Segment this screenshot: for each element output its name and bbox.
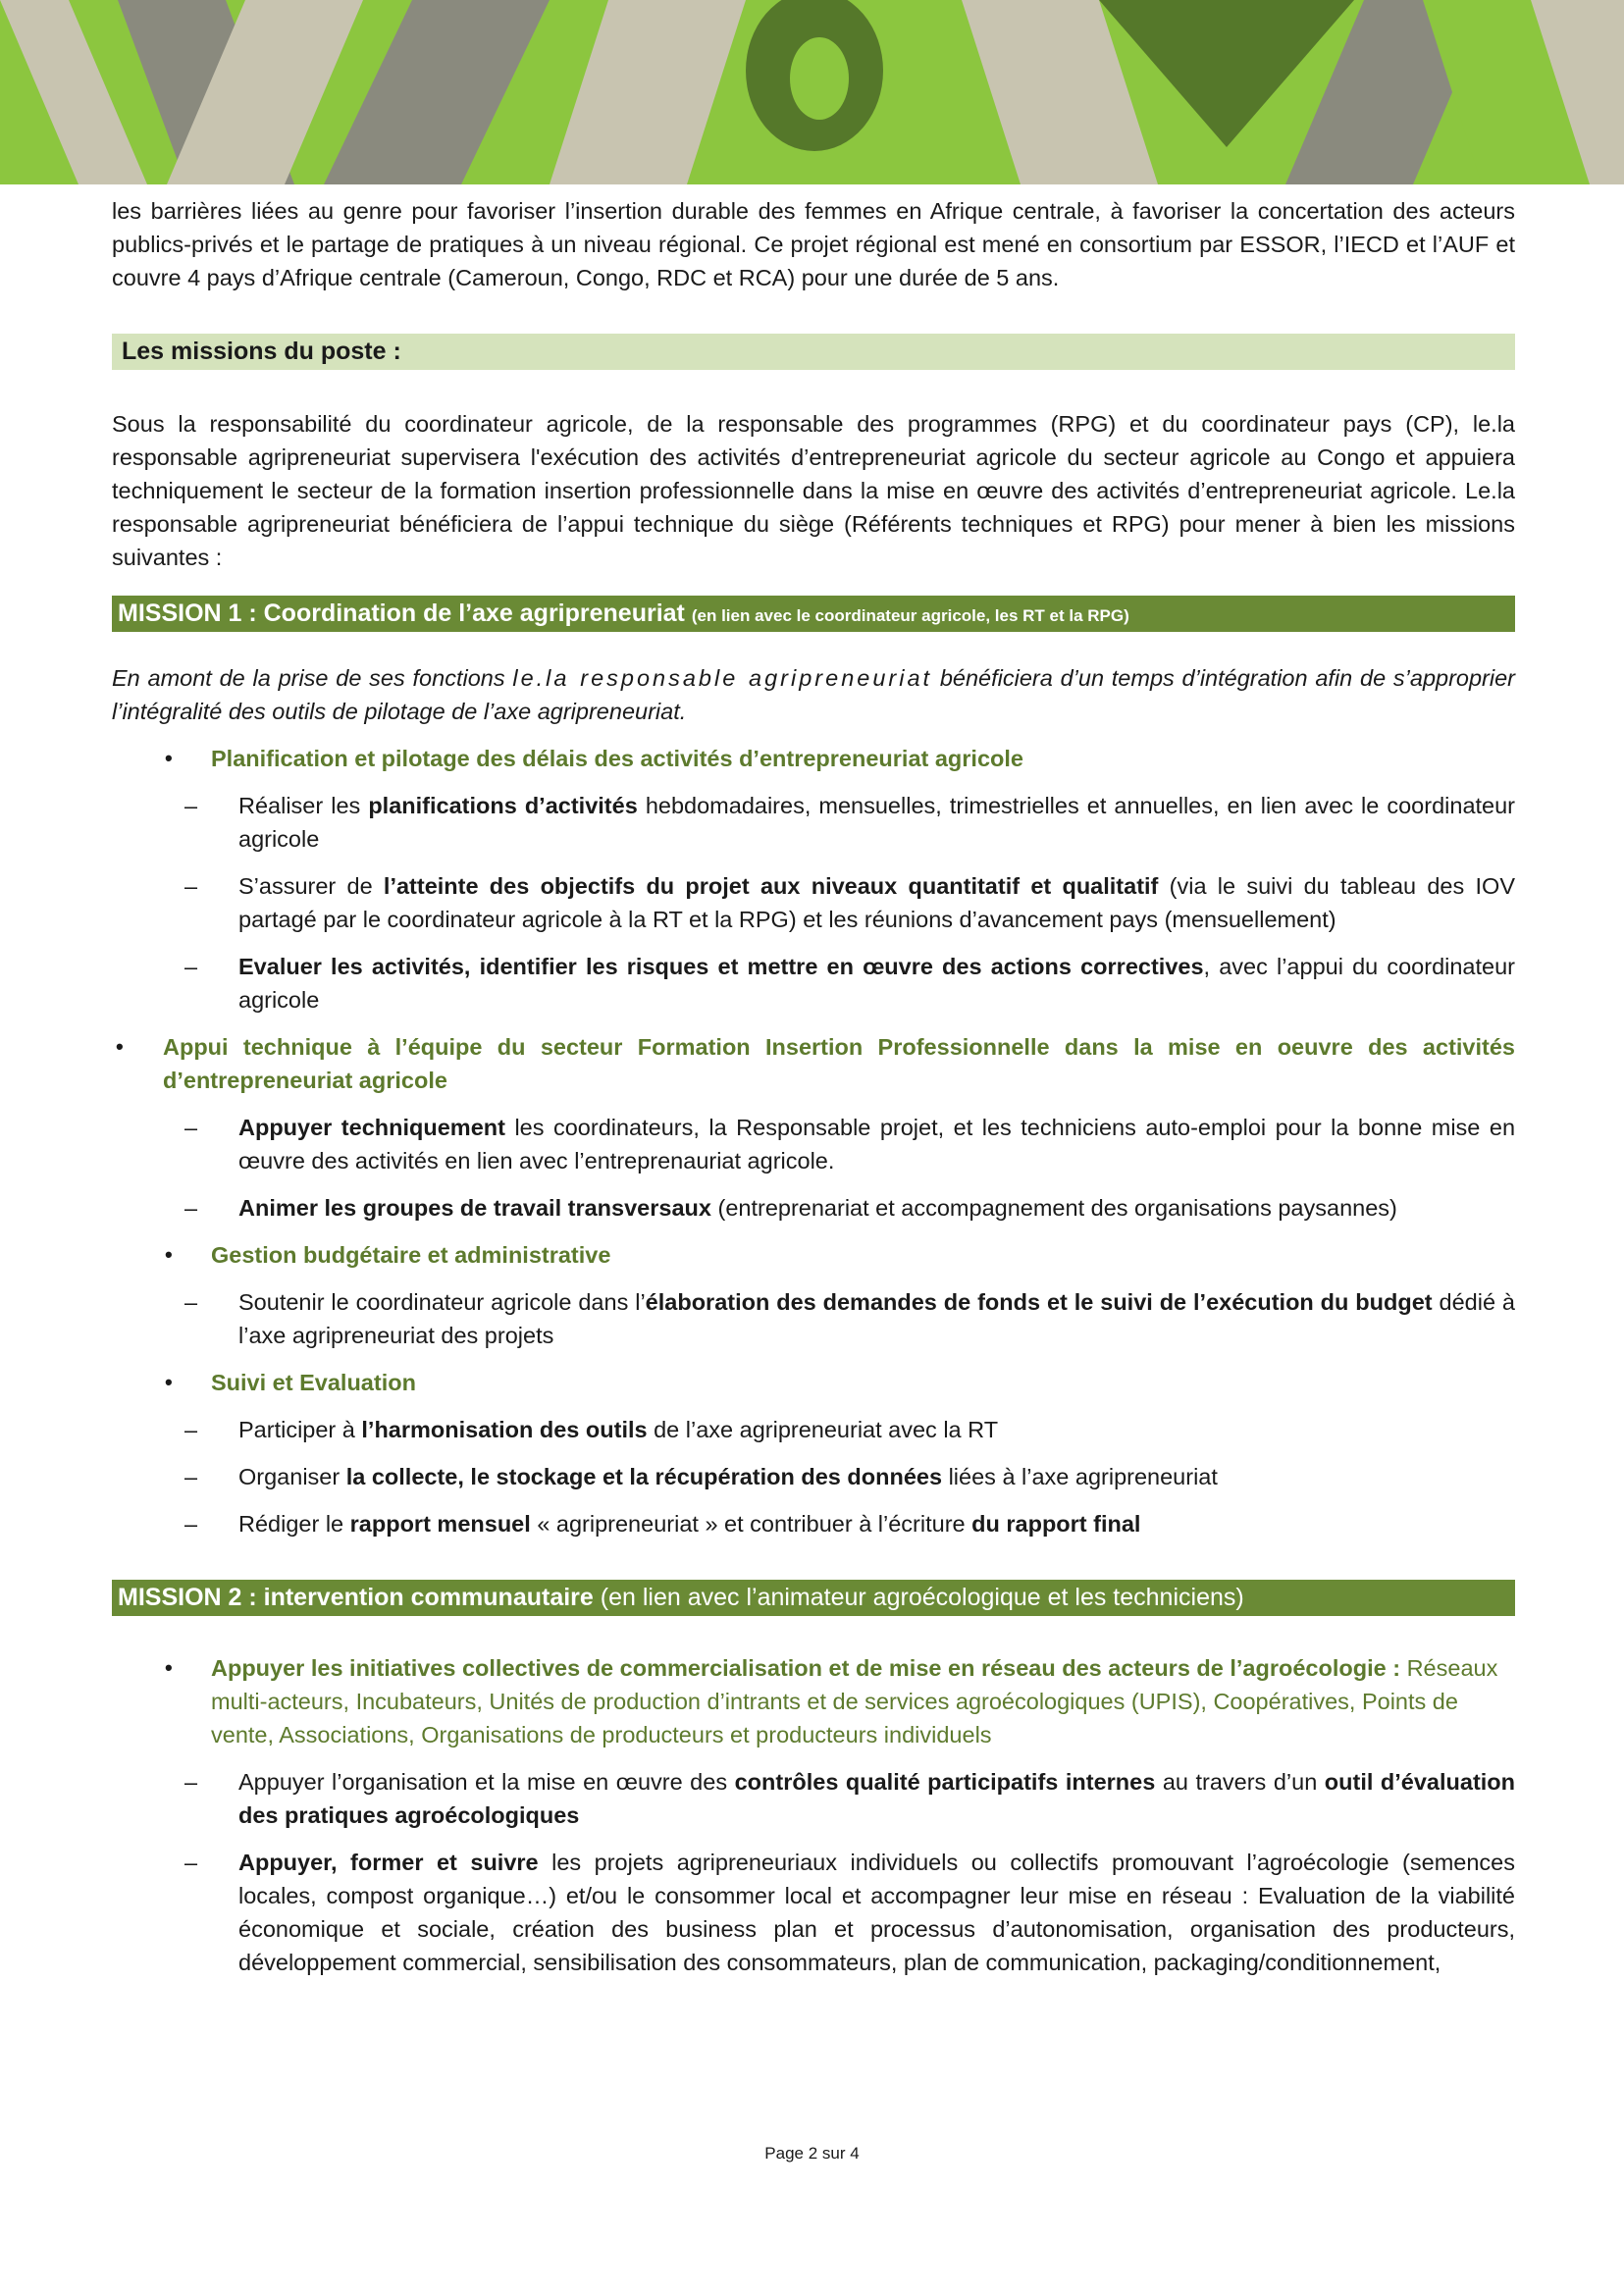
missions-paragraph: Sous la responsabilité du coordinateur agricole, de la responsable des programmes (RPG) et du coordinateur pays (CP), le.la responsable agripreneuriat supervisera l'exécution des activités d’entrepreneuriat agricole du secteur agricole au Congo et appuiera techniquement le secteur de la formation insertion professionnelle dans la mise en œuvre des activités d’entrepreneuriat agricole. Le.la responsable agripreneuriat bénéficiera de l’appui technique du siège (Référents techniques et RPG) pour mener à bien les missions suivantes :	[112, 411, 1515, 570]
mission1-title: MISSION 1 : Coordination de l’axe agripreneuriat	[118, 600, 685, 627]
mission1-task-objectifs: – S’assurer de l’atteinte des objectifs du projet aux niveaux quantitatif et qualitatif (via le suivi du tableau des IOV partagé par le coordinateur agricole à la RT et la RPG) et les réunions d’avancement pays (mensuellement)	[184, 873, 1515, 932]
mission1-task-collecte: – Organiser la collecte, le stockage et la récupération des données liées à l’axe agripreneuriat	[184, 1464, 1218, 1489]
mission2-task-controles: – Appuyer l’organisation et la mise en œuvre des contrôles qualité participatifs internes au travers d’un outil d’évaluation des pratiques agroécologiques	[184, 1769, 1516, 1828]
missions-heading: Les missions du poste :	[112, 334, 1515, 370]
mission2-task-appuyer-former: – Appuyer, former et suivre les projets agripreneuriaux individuels ou collectifs promouvant l’agroécologie (semences locales, compost organique…) et/ou le consommer local et accompagner leur mise en réseau : Evaluation de la viabilité économique et sociale, création des business plan et processus d’autonomisation, organisation des producteurs, développement commercial, sensibilisation des consommateurs, plan de communication, packaging/conditionnement,	[184, 1850, 1515, 1975]
page-number: Page 2 sur 4	[764, 2144, 860, 2163]
mission2-bullet-initiatives: • Appuyer les initiatives collectives de commercialisation et de mise en réseau des acteurs de l’agroécologie : Réseaux multi-acteurs, Incubateurs, Unités de production d’intrants et de services agroécologiques (UPIS), Coopératives, Points de vente, Associations, Organisations de producteurs et producteurs individuels	[165, 1655, 1498, 1747]
document-body	[112, 194, 1515, 1979]
mission1-bullet-gestion: • Gestion budgétaire et administrative	[165, 1242, 611, 1268]
mission1-intro: En amont de la prise de ses fonctions le.la responsable agripreneuriat bénéficiera d’un temps d’intégration afin de s’approprier l’intégralité des outils de pilotage de l’axe agripreneuriat.	[112, 665, 1515, 724]
mission1-task-rapport: – Rédiger le rapport mensuel « agripreneuriat » et contribuer à l’écriture du rapport final	[184, 1511, 1141, 1537]
mission2-subtitle: (en lien avec l’animateur agroécologique et les techniciens)	[600, 1584, 1244, 1611]
mission1-bullet-suivi: • Suivi et Evaluation	[165, 1370, 416, 1395]
mission1-task-appuyer: – Appuyer techniquement les coordinateurs, la Responsable projet, et les techniciens auto-emploi pour la bonne mise en œuvre des activités en lien avec l’entreprenauriat agricole.	[184, 1115, 1516, 1174]
header-banner	[0, 0, 1624, 184]
mission2-heading	[112, 1580, 1515, 1616]
mission2-title: MISSION 2 : intervention communautaire	[118, 1584, 594, 1611]
mission1-heading	[112, 596, 1515, 632]
mission1-task-planifications: – Réaliser les planifications d’activités hebdomadaires, mensuelles, trimestrielles et annuelles, en lien avec le coordinateur agricole	[184, 793, 1516, 852]
intro-paragraph: les barrières liées au genre pour favoriser l’insertion durable des femmes en Afrique centrale, à favoriser la concertation des acteurs publics-privés et le partage de pratiques à un niveau régional. Ce projet régional est mené en consortium par ESSOR, l’IECD et l’AUF et couvre 4 pays d’Afrique centrale (Cameroun, Congo, RDC et RCA) pour une durée de 5 ans.	[112, 198, 1515, 290]
mission1-subtitle: (en lien avec le coordinateur agricole, les RT et la RPG)	[691, 606, 1129, 625]
mission1-task-budget: – Soutenir le coordinateur agricole dans l’élaboration des demandes de fonds et le suivi de l’exécution du budget dédié à l’axe agripreneuriat des projets	[184, 1289, 1515, 1348]
mission1-task-evaluer: – Evaluer les activités, identifier les risques et mettre en œuvre des actions correctives, avec l’appui du coordinateur agricole	[184, 954, 1515, 1013]
mission1-bullet-appui-technique: • Appui technique à l’équipe du secteur Formation Insertion Professionnelle dans la mise en oeuvre des activités d’entrepreneuriat agricole	[116, 1034, 1515, 1093]
mission1-bullet-planification: • Planification et pilotage des délais des activités d’entrepreneuriat agricole	[165, 746, 1023, 771]
mission1-task-harmonisation: – Participer à l’harmonisation des outils de l’axe agripreneuriat avec la RT	[184, 1417, 999, 1442]
mission1-task-animer: – Animer les groupes de travail transversaux (entreprenariat et accompagnement des organisations paysannes)	[184, 1195, 1397, 1221]
